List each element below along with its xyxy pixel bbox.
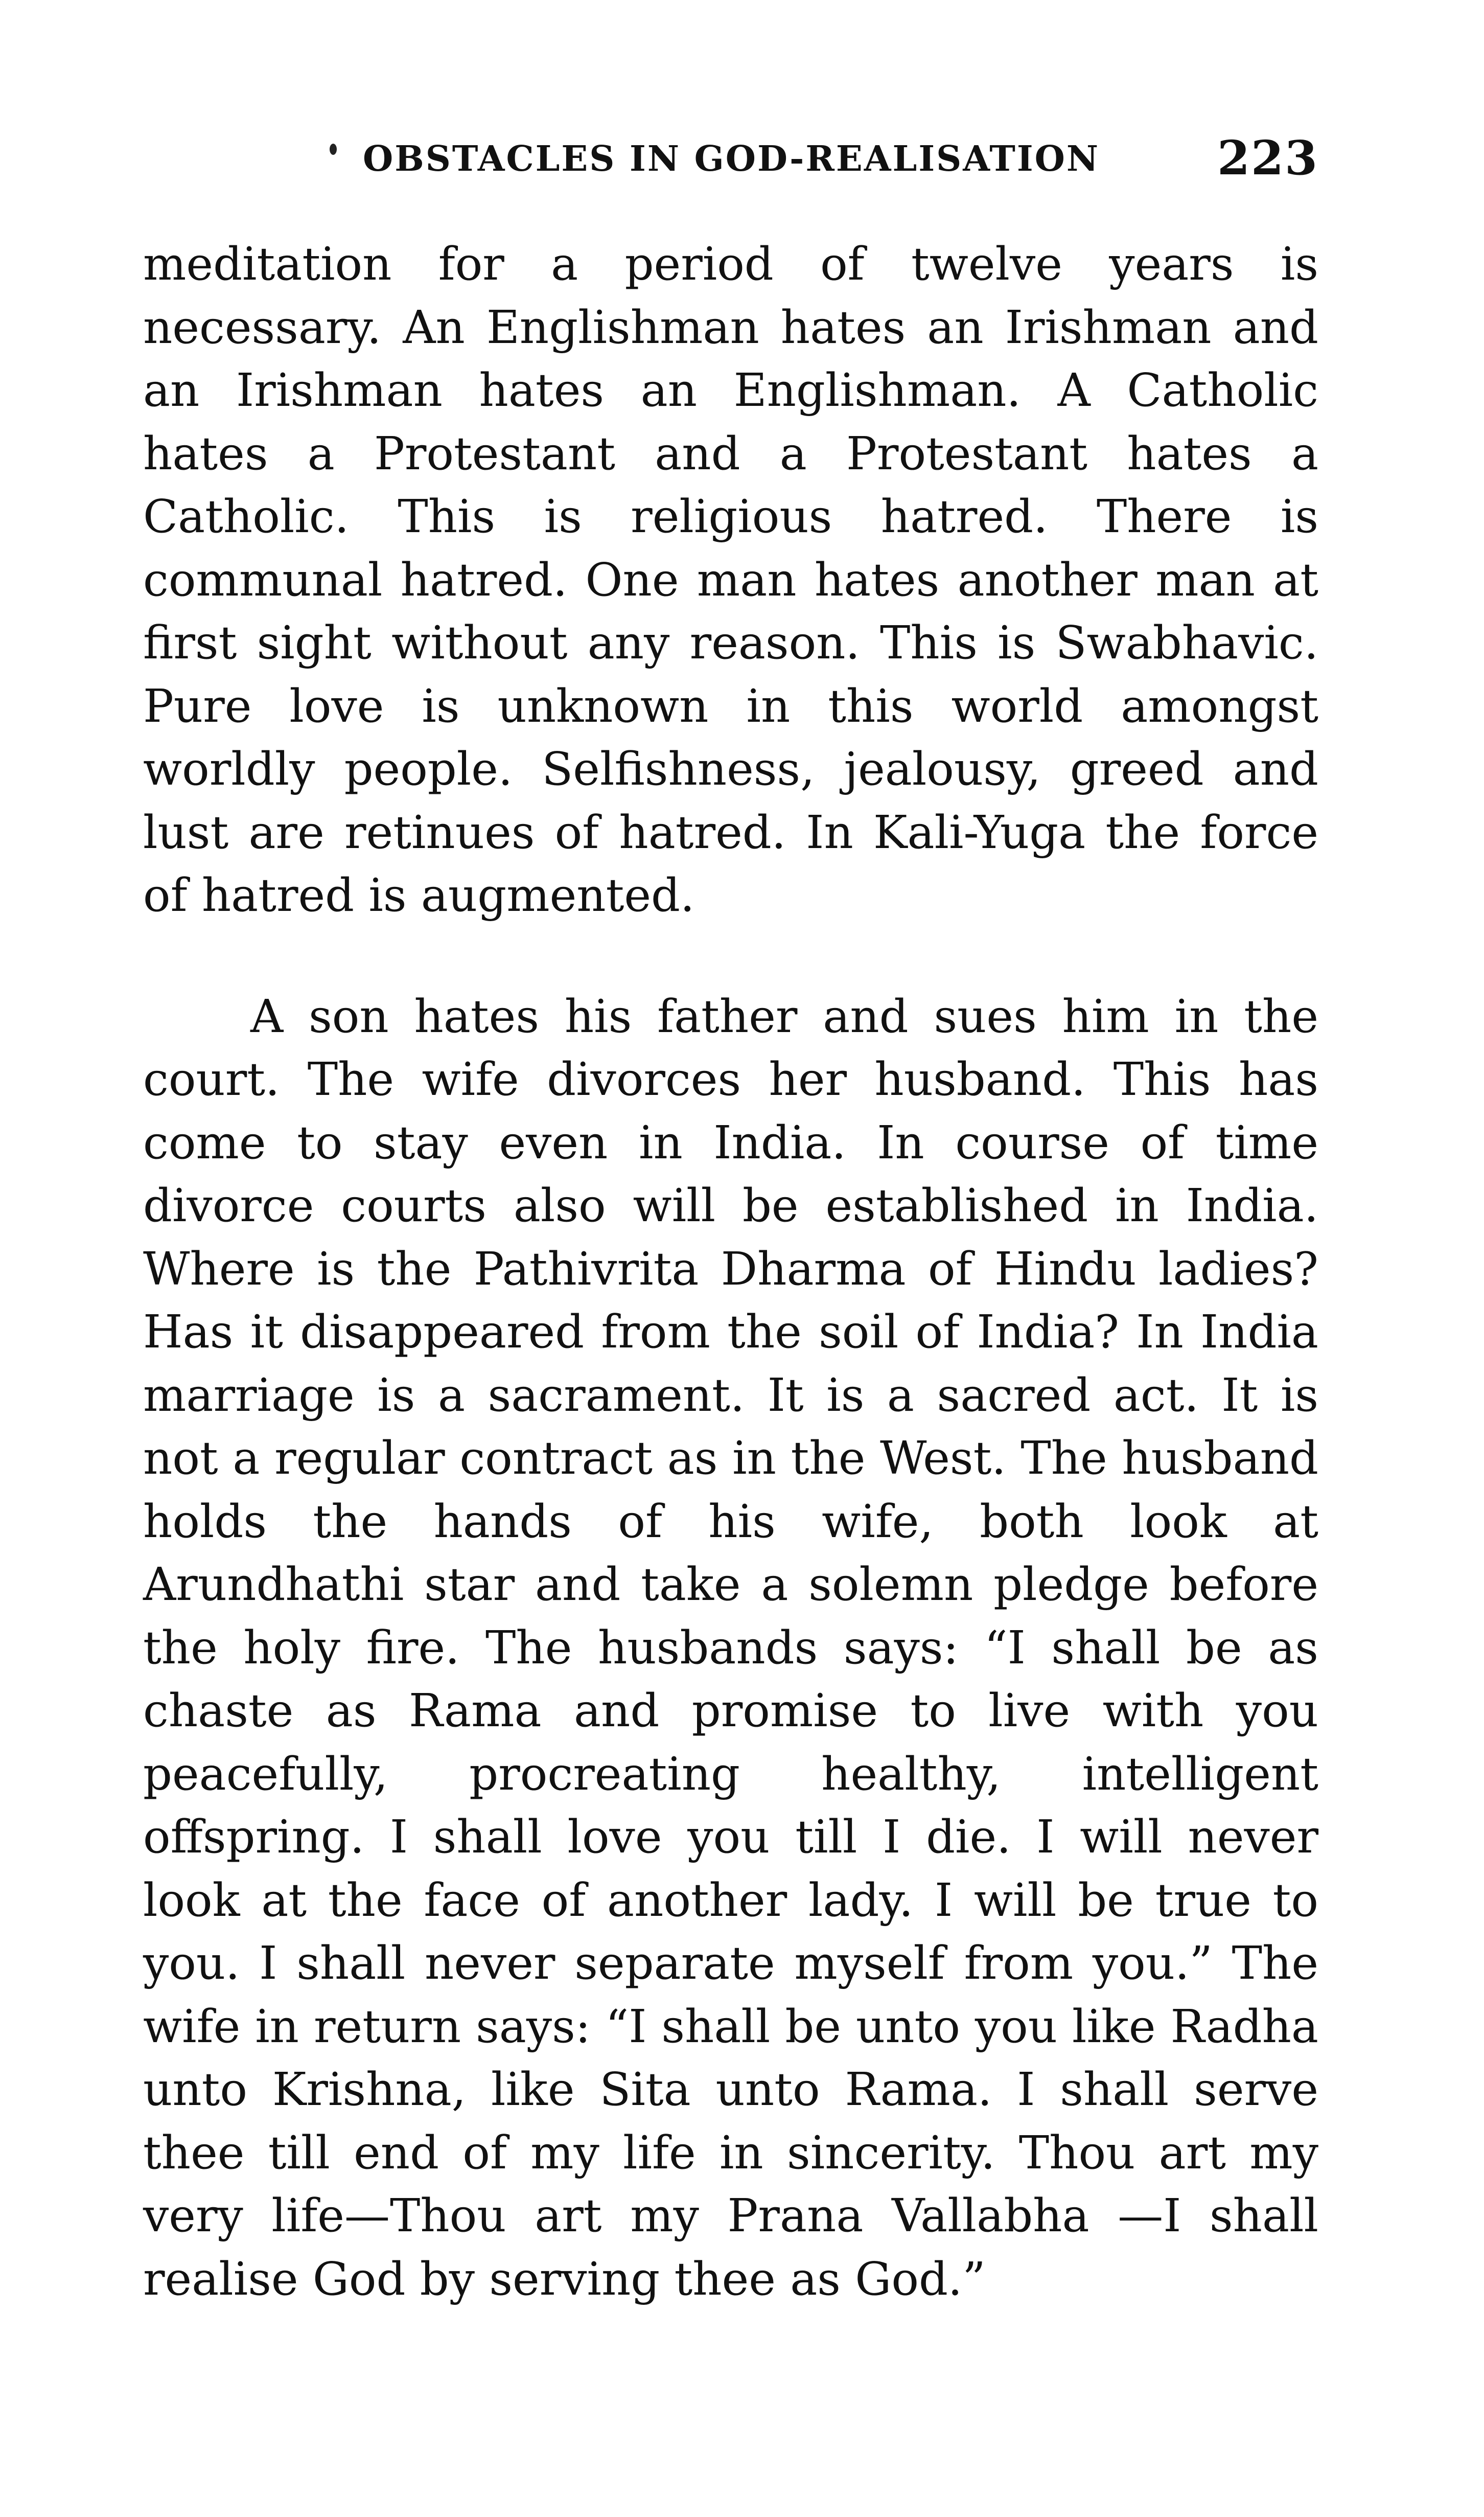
page-number: 223 — [1217, 130, 1318, 186]
paragraph-continuation: meditation for a period of twelve years is necessary. An Englishman hates an Irishman and an Irishman hates an Englishman. A Catholic hates a Protestant and a Protestant hates a Catholic. This is religious hatred. There is communal hatred. One man hates another man at first sight without any reason. This is Swabhavic. Pure love is unknown in this world amongst worldly people. Selfishness, jealousy, greed and lust are retinues of hatred. In Kali-Yuga the force of hatred is augmented. — [143, 237, 1318, 922]
running-head: OBSTACLES IN GOD-REALISATION — [363, 139, 1100, 179]
page-header — [143, 130, 1318, 187]
body-text — [143, 233, 1318, 2310]
printer-dot-mark — [330, 144, 337, 155]
paragraph-marriage: A son hates his father and sues him in the court. The wife divorces her husband. This has come to stay even in India. In course of time divorce courts also will be established in India. Where is the Pathivrita Dharma of Hindu ladies? Has it disappeared from the soil of India? In India marriage is a sacrament. It is a sacred act. It is not a regular contract as in the West. The husband holds the hands of his wife, both look at Arundhathi star and take a solemn pledge before the holy fire. The husbands says: “I shall be as chaste as Rama and promise to live with you peacefully, procreating healthy, intelligent offspring. I shall love you till I die. I will never look at the face of another lady. I will be true to you. I shall never separate myself from you.” The wife in return says: “I shall be unto you like Radha unto Krishna, like Sita unto Rama. I shall serve thee till end of my life in sincerity. Thou art my very life—Thou art my Prana Vallabha —I shall realise God by serving thee as God.” — [143, 989, 1318, 2305]
